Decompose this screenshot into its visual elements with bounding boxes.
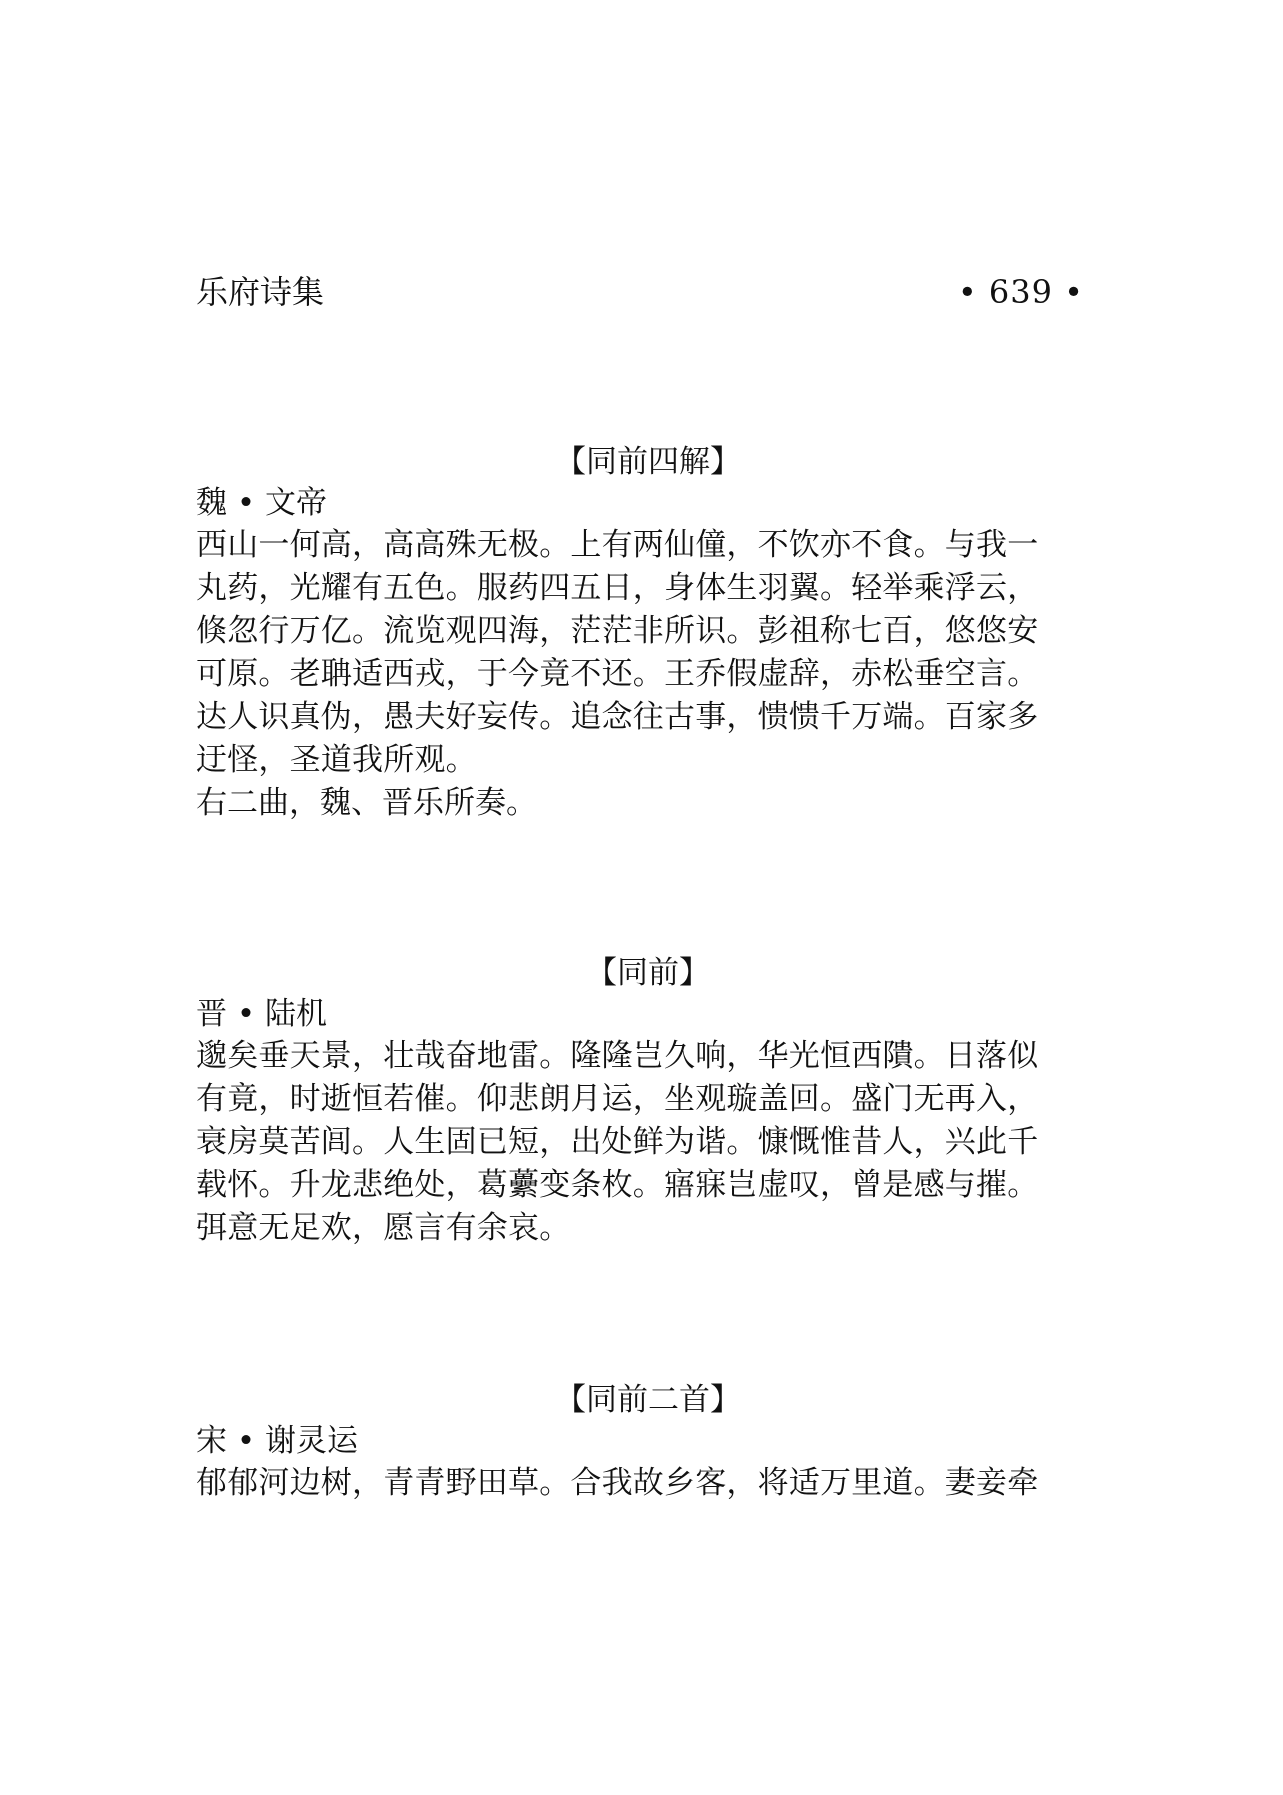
poem-line: 倏忽行万亿。流览观四海，茫茫非所识。彭祖称七百，悠悠安: [196, 613, 1039, 649]
poem-line: 有竟，时逝恒若催。仰悲朗月运，坐观璇盖回。盛门无再入，: [196, 1081, 1039, 1117]
poem-body: [196, 1035, 1084, 1250]
page-header: [196, 268, 1084, 316]
poem-line: 衰房莫苦闾。人生固已短，出处鲜为谐。慷慨惟昔人，兴此千: [196, 1124, 1039, 1160]
poem-body: [196, 1462, 1084, 1505]
poem-author: 魏 • 文帝: [196, 485, 327, 521]
poem-line: 达人识真伪，愚夫好妄传。追念往古事，愦愦千万端。百家多: [196, 699, 1039, 735]
poem-line: 邈矣垂天景，壮哉奋地雷。隆隆岂久响，华光恒西隤。日落似: [196, 1038, 1039, 1074]
poem-line: 弭意无足欢，愿言有余哀。: [196, 1210, 571, 1246]
poem-author: 晋 • 陆机: [196, 996, 327, 1032]
poem-title: 【同前四解】: [555, 444, 741, 480]
poem-title: 【同前二首】: [555, 1382, 741, 1418]
poem-line: 丸药，光耀有五色。服药四五日，身体生羽翼。轻举乘浮云，: [196, 570, 1039, 606]
poem-author: 宋 • 谢灵运: [196, 1423, 358, 1459]
poem-line: 郁郁河边树，青青野田草。合我故乡客，将适万里道。妻妾牵: [196, 1465, 1039, 1501]
book-title: 乐府诗集: [196, 273, 325, 311]
poem-note: 右二曲，魏、晋乐所奏。: [196, 785, 537, 821]
poem-section: [196, 953, 1084, 1250]
poem-line: 可原。老聃适西戎，于今竟不还。王乔假虚辞，赤松垂空言。: [196, 656, 1039, 692]
poem-line: 迂怪，圣道我所观。: [196, 742, 477, 778]
poem-title: 【同前】: [586, 955, 710, 991]
poem-section: [196, 1380, 1084, 1505]
page-number: • 639 •: [957, 273, 1084, 311]
poem-line: 西山一何高，高高殊无极。上有两仙僮，不饮亦不食。与我一: [196, 527, 1039, 563]
poem-body: [196, 524, 1084, 782]
poem-line: 载怀。升龙悲绝处，葛虆变条枚。寤寐岂虚叹，曾是感与摧。: [196, 1167, 1039, 1203]
poem-section: [196, 442, 1084, 825]
